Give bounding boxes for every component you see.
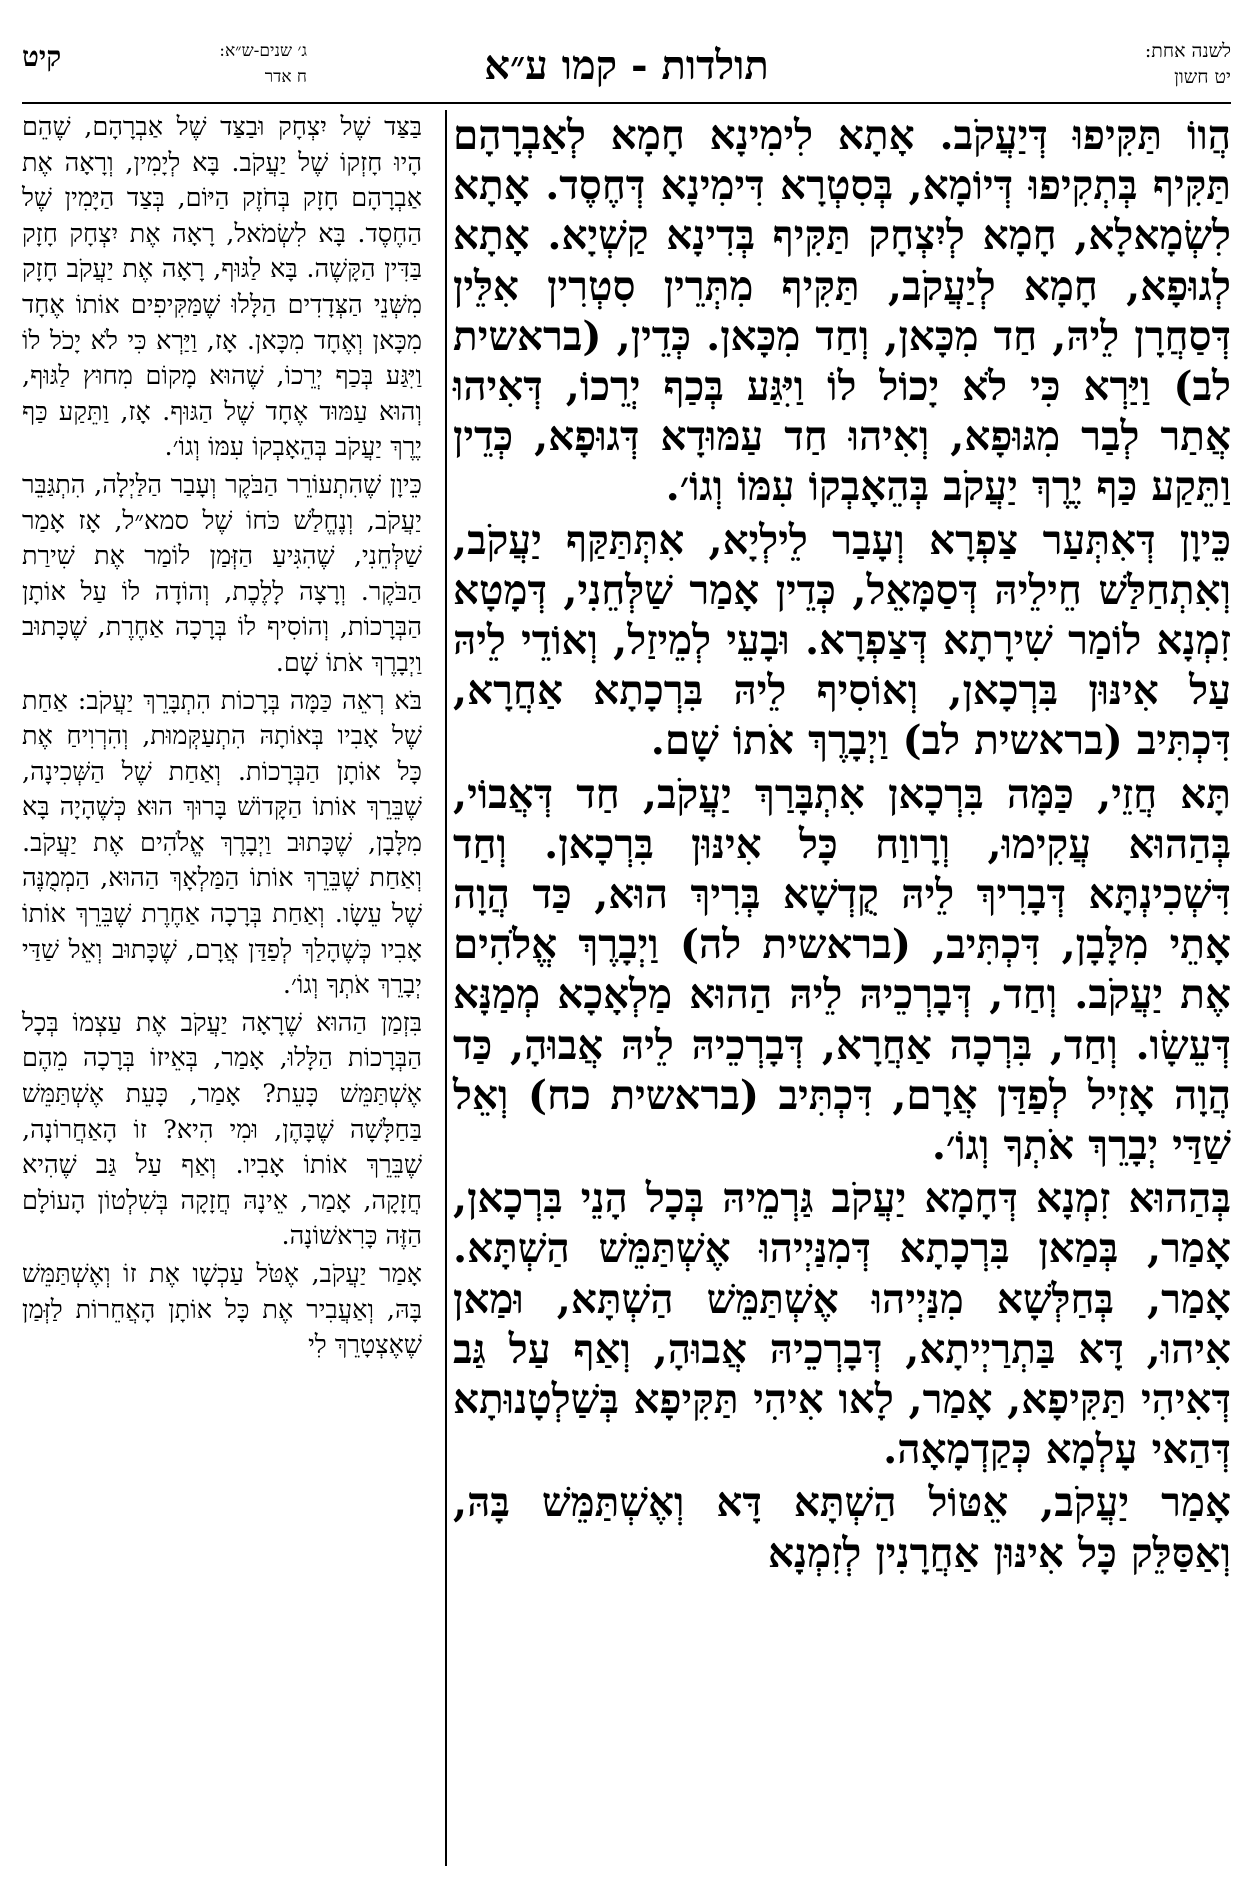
schedule-date: יט חשון [1174,66,1231,88]
aramaic-paragraph: הֲווֹ תַּקִּיפוּ דְּיַעֲקֹב. אָתָא לִימִינָא חָמָא לְאַבְרָהָם תַּקִּיף בְּתְקִיפוּ דְּיוֹמָא, בְּסִטְרָא דִּימִינָא דְּחֶסֶד. אָתָא לִשְׂמָאלָא, חָמָא לְיִצְחָק תַּקִּיף בְּדִינָא קַשְׁיָא. אָתָא לְגוּפָא, חָמָא לְיַעֲקֹב, תַּקִּיף מִתְּרֵין סִטְרִין אִלֵּין דְּסַחֲרָן לֵיהּ, חַד מִכָּאן, וְחַד מִכָּאן. כְּדֵין, (בראשית לב) וַיַּרְא כִּי לֹא יָכוֹל לוֹ וַיִּגַּע בְּכַף יְרֵכוֹ, דְּאִיהוּ אֲתַר לְבַר מִגּוּפָא, וְאִיהוּ חַד עַמּוּדָא דְּגוּפָא, כְּדֵין וַתֵּקַע כַּף יֶרֶךְ יַעֲקֹב בְּהֵאָבְקוֹ עִמּוֹ וְגוֹ׳. [453,111,1231,511]
aramaic-paragraph: אָמַר יַעֲקֹב, אֵטּוֹל הַשְׁתָּא דָּא וְאֶשְׁתַּמֵּשׁ בָּהּ, וְאַסַּלֵּק כָּל אִינּוּן אַחֲרָנִין לְזִמְנָא [453,1478,1231,1577]
translation-paragraph: בַּצַּד שֶׁל יִצְחָק וּבַצַּד שֶׁל אַבְרָהָם, שֶׁהֵם הָיוּ חָזְקוֹ שֶׁל יַעֲקֹב. בָּא לְיָמִין, וְרָאָה אֶת אַבְרָהָם חָזָק בְּחֹזֶק הַיּוֹם, בְּצַד הַיָּמִין שֶׁל הַחֶסֶד. בָּא לִשְׂמֹאל, רָאָה אֶת יִצְחָק חָזָק בַּדִּין הַקָּשֶׁה. בָּא לַגּוּף, רָאָה אֶת יַעֲקֹב חָזָק מִשְּׁנֵי הַצְּדָדִים הַלָּלוּ שֶׁמַּקִּיפִים אוֹתוֹ אֶחָד מִכָּאן וְאֶחָד מִכָּאן. אָז, וַיַּרְא כִּי לֹא יָכֹל לוֹ וַיִּגַּע בְּכַף יְרֵכוֹ, שֶׁהוּא מָקוֹם מִחוּץ לַגּוּף, וְהוּא עַמּוּד אֶחָד שֶׁל הַגּוּף. אָז, וַתֵּקַע כַּף יֶרֶךְ יַעֲקֹב בְּהֵאָבְקוֹ עִמּוֹ וְגוֹ׳. [22,112,422,463]
schedule-label: לשנה אחת: [1144,40,1231,62]
translation-paragraph: בִּזְמַן הַהוּא שֶׁרָאָה יַעֲקֹב אֶת עַצְמוֹ בְּכָל הַבְּרָכוֹת הַלָּלוּ, אָמַר, בְּאֵיזוֹ בְּרָכָה מֵהֶם אֶשְׁתַּמֵּשׁ כָּעֵת? אָמַר, כָּעֵת אֶשְׁתַּמֵּשׁ בַּחַלָּשָׁה שֶׁבָּהֶן, וּמִי הִיא? זוֹ הָאַחֲרוֹנָה, שֶׁבֵּרֵךְ אוֹתוֹ אָבִיו. וְאַף עַל גַּב שֶׁהִיא חֲזָקָה, אָמַר, אֵינָהּ חֲזָקָה בְּשִׁלְטוֹן הָעוֹלָם הַזֶּה כָּרִאשׁוֹנָה. [22,1007,422,1252]
column-divider [445,110,447,1866]
schedule-label-3y: ג׳ שנים-ש״א: [219,41,307,61]
translation-paragraph: בֹּא רְאֵה כַּמָּה בְּרָכוֹת הִתְבָּרֵךְ יַעֲקֹב: אַחַת שֶׁל אָבִיו בְּאוֹתָהּ הִתְעַקְּמוּת, וְהִרְוִיחַ אֶת כָּל אוֹתָן הַבְּרָכוֹת. וְאַחַת שֶׁל הַשְּׁכִינָה, שֶׁבֵּרֵךְ אוֹתוֹ הַקָּדוֹשׁ בָּרוּךְ הוּא כְּשֶׁהָיָה בָּא מִלָּבָן, שֶׁכָּתוּב וַיְבָרֶךְ אֱלֹהִים אֶת יַעֲקֹב. וְאַחַת שֶׁבֵּרֵךְ אוֹתוֹ הַמַּלְאָךְ הַהוּא, הַמְמֻנֶּה שֶׁל עֵשָׂו. וְאַחַת בְּרָכָה אַחֶרֶת שֶׁבֵּרֵךְ אוֹתוֹ אָבִיו כְּשֶׁהָלַךְ לְפַדַּן אֲרָם, שֶׁכָּתוּב וְאֵל שַׁדַּי יְבָרֵךְ אֹתְךָ וְגוֹ׳. [22,685,422,1001]
schedule-date-3y: ח אדר [264,67,307,87]
aramaic-paragraph: כֵּיוָן דְּאִתְּעַר צַפְרָא וְעָבַר לֵילְיָא, אִתְּתַּקַּף יַעֲקֹב, וְאִתְחַלַּשׁ חֵילֵיהּ דְּסַמָּאֵל, כְּדֵין אָמַר שַׁלְּחֵנִי, דְּמָטָא זִמְנָא לוֹמַר שִׁירָתָא דְּצַפְרָא. וּבָעֵי לְמֵיזַל, וְאוֹדֵי לֵיהּ עַל אִינּוּן בִּרְכָאן, וְאוֹסִיף לֵיהּ בִּרְכָתָא אַחֲרָא, דִּכְתִּיב (בראשית לב) וַיְבָרֶךְ אֹתוֹ שָׁם. [453,515,1231,765]
header-divider [22,102,1231,104]
translation-paragraph: אָמַר יַעֲקֹב, אֶטֹּל עַכְשָׁו אֶת זוֹ וְאֶשְׁתַּמֵּשׁ בָּהּ, וְאַעֲבִיר אֶת כָּל אוֹתָן הָאֲחֵרוֹת לַזְּמַן שֶׁאֶצְטָרֵךְ לִי [22,1259,422,1361]
text-columns [22,110,1231,1866]
aramaic-column [453,110,1231,1866]
translation-column [22,110,422,1866]
folio-number: קיט [22,40,62,73]
aramaic-paragraph: בְּהַהוּא זִמְנָא דְּחָמָא יַעֲקֹב גַּרְמֵיהּ בְּכָל הָנֵי בִּרְכָאן, אָמַר, בְּמַאן בִּרְכָתָא דְּמִנַּיְיהוּ אֶשְׁתַּמֵּשׁ הַשְׁתָּא. אָמַר, בְּחַלְּשָׁא מִנַּיְיהוּ אֶשְׁתַּמֵּשׁ הַשְׁתָּא, וּמַאן אִיהוּ, דָּא בַּתְרַיְיתָא, דְּבָרְכֵיהּ אֲבוּהָ, וְאַף עַל גַּב דְּאִיהִי תַּקִּיפָא, אָמַר, לָאו אִיהִי תַּקִּיפָא בְּשַׁלְטָנוּתָא דְּהַאי עָלְמָא כְּקַדְמָאָה. [453,1174,1231,1474]
study-schedule-one-year [1145,38,1231,90]
study-schedule-three-years [219,38,307,90]
aramaic-paragraph: תָּא חֲזֵי, כַּמָּה בִּרְכָאן אִתְבָּרַךְ יַעֲקֹב, חַד דְּאֲבוֹי, בְּהַהוּא עֲקִימוּ, וְרָווַח כָּל אִינּוּן בִּרְכָאן. וְחַד דִּשְׁכִינְתָּא דְּבָרִיךְ לֵיהּ קֻדְשָׁא בְּרִיךְ הוּא, כַּד הֲוָה אָתֵי מִלָּבָן, דִּכְתִּיב, (בראשית לה) וַיְבָרֶךְ אֱלֹהִים אֶת יַעֲקֹב. וְחַד, דְּבָרְכֵיהּ לֵיהּ הַהוּא מַלְאָכָא מְמַנָּא דְּעֵשָׂו. וְחַד, בִּרְכָה אַחֲרָא, דְּבָרְכֵיהּ לֵיהּ אֲבוּהָ, כַּד הֲוָה אָזִיל לְפַדַּן אֲרָם, דִּכְתִּיב (בראשית כח) וְאֵל שַׁדַּי יְבָרֵךְ אֹתְךָ וְגוֹ׳. [453,769,1231,1170]
translation-paragraph: כֵּיוָן שֶׁהִתְעוֹרֵר הַבֹּקֶר וְעָבַר הַלַּיְלָה, הִתְגַּבֵּר יַעֲקֹב, וְנֶחֱלַשׁ כֹּחוֹ שֶׁל סמא״ל, אָז אָמַר שַׁלְּחֵנִי, שֶׁהִגִּיעַ הַזְּמַן לוֹמַר אֶת שִׁירַת הַבֹּקֶר. וְרָצָה לָלֶכֶת, וְהוֹדָה לוֹ עַל אוֹתָן הַבְּרָכוֹת, וְהוֹסִיף לוֹ בְּרָכָה אַחֶרֶת, שֶׁכָּתוּב וַיְבָרֶךְ אֹתוֹ שָׁם. [22,469,422,678]
page-header [22,38,1231,120]
page-title: תולדות - קמו ע״א [484,42,769,89]
